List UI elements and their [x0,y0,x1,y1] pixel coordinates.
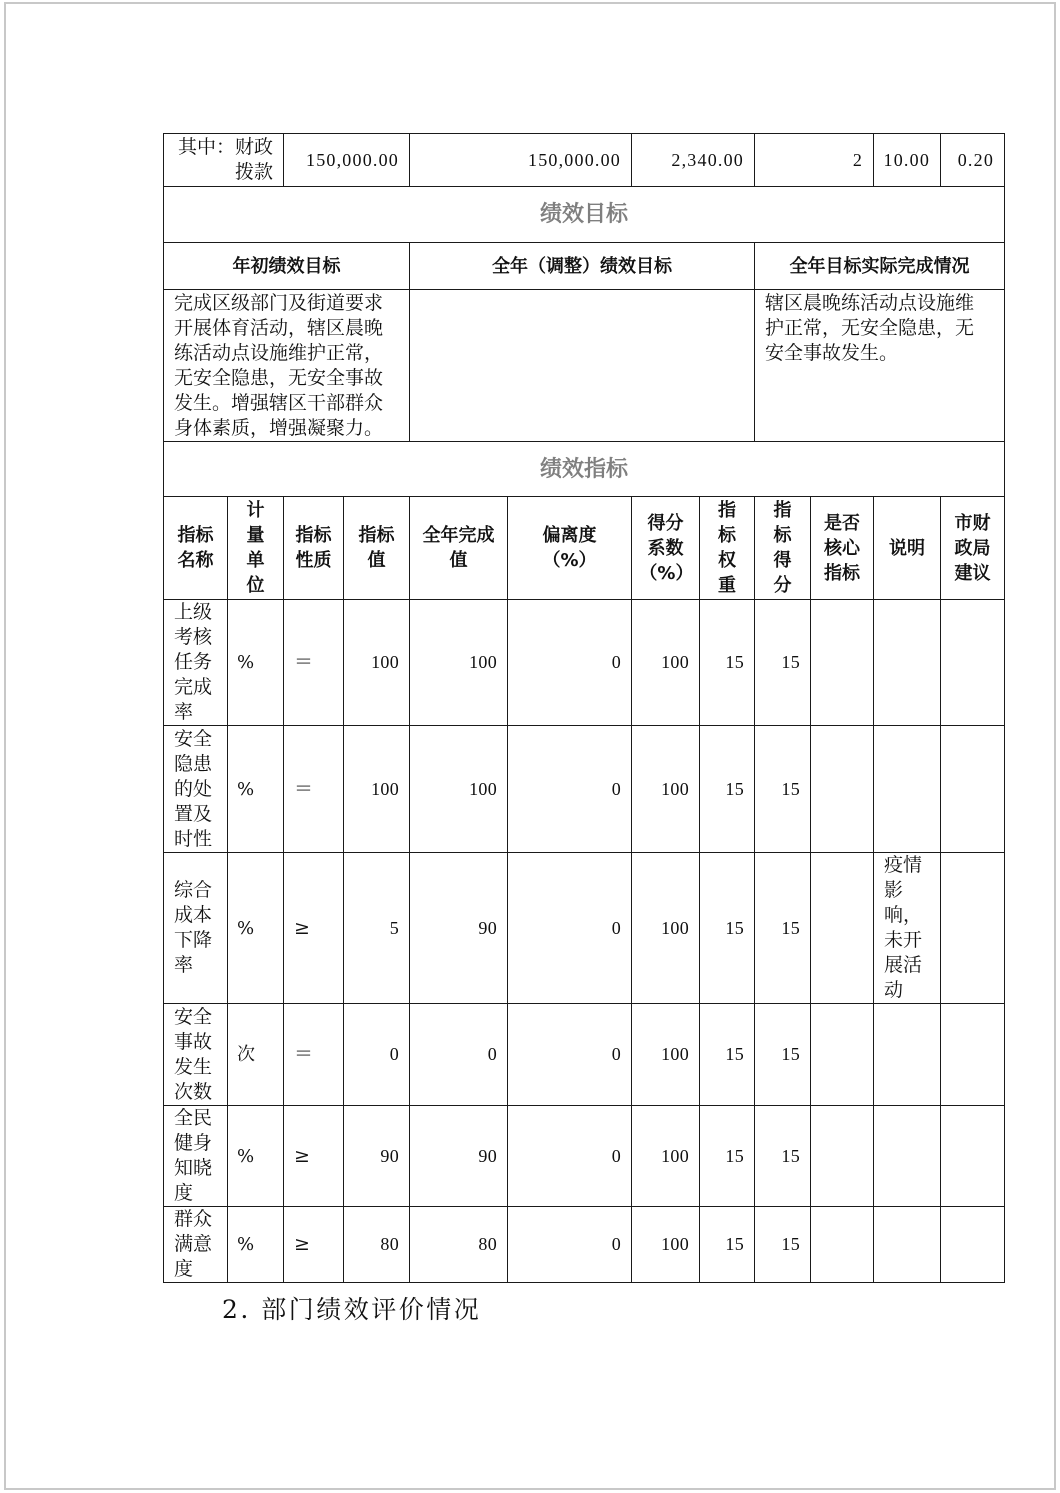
score-coefficient: 100 [632,1004,700,1106]
deviation: 0 [508,1207,632,1283]
score: 15 [755,600,811,726]
note-cell [874,1004,941,1106]
header-label: 指标得分 [773,500,792,596]
actual-value: 80 [410,1207,508,1283]
finance-bureau-suggestion [941,853,1005,1004]
indicator-name-cell [164,600,228,726]
deviation: 0 [508,726,632,853]
finance-bureau-suggestion [941,1106,1005,1207]
header-label: 指标值 [358,525,395,571]
unit: % [228,1106,284,1207]
header-label: 全年完成值 [422,525,495,571]
actual-value: 100 [410,600,508,726]
weight: 15 [700,1207,755,1283]
initial-goal-cell [164,290,410,442]
performance-table [163,133,1005,1283]
header-target [344,497,410,600]
initial-goal-text: 完成区级部门及街道要求开展体育活动，辖区晨晚练活动点设施维护正常，无安全隐患，无安全事故发生。增强辖区干部群众身体素质，增强凝聚力。 [174,292,384,439]
header-score [755,497,811,600]
weight: 15 [700,1004,755,1106]
funding-value: 150,000.00 [284,134,410,187]
score-coefficient: 100 [632,726,700,853]
actual-value: 0 [410,1004,508,1106]
header-note: 说明 [874,497,941,600]
unit: % [228,853,284,1004]
finance-bureau-suggestion [941,600,1005,726]
target-value: 5 [344,853,410,1004]
funding-value: 10.00 [874,134,941,187]
header-label: 指标性质 [295,525,332,571]
note-cell [874,600,941,726]
funding-label: 其中：财政拨款 [177,136,273,183]
indicator-row [164,853,1005,1004]
goals-section-row [164,187,1005,243]
adjusted-goal-cell [410,290,755,442]
indicator-name: 群众满意度 [174,1208,213,1280]
nature: ≥ [284,1106,344,1207]
weight: 15 [700,1106,755,1207]
deviation: 0 [508,1004,632,1106]
indicator-name-cell [164,853,228,1004]
target-value: 100 [344,726,410,853]
is-core [811,600,874,726]
is-core [811,1207,874,1283]
funding-value: 2,340.00 [632,134,755,187]
header-is-core [811,497,874,600]
unit: % [228,1207,284,1283]
header-suggestion [941,497,1005,600]
actual-completion-header: 全年目标实际完成情况 [755,243,1005,290]
indicator-row [164,1207,1005,1283]
target-value: 0 [344,1004,410,1106]
note-cell [874,1106,941,1207]
indicator-name: 安全事故发生次数 [174,1005,213,1103]
header-indicator-name [164,497,228,600]
funding-label-cell [164,134,284,187]
header-label: 偏离度（%） [542,525,597,571]
indicator-row [164,1004,1005,1106]
finance-bureau-suggestion [941,1207,1005,1283]
finance-bureau-suggestion [941,1004,1005,1106]
nature: ＝ [284,1004,344,1106]
target-value: 100 [344,600,410,726]
is-core [811,726,874,853]
actual-value: 100 [410,726,508,853]
indicator-name-cell [164,1106,228,1207]
header-actual [410,497,508,600]
unit: 次 [228,1004,284,1106]
weight: 15 [700,853,755,1004]
deviation: 0 [508,600,632,726]
header-deviation [508,497,632,600]
nature: ≥ [284,853,344,1004]
is-core [811,1004,874,1106]
header-label: 得分系数（%） [639,512,694,584]
score: 15 [755,726,811,853]
header-label: 指标权重 [718,500,736,596]
indicator-row [164,726,1005,853]
score: 15 [755,853,811,1004]
header-label: 市财政局建议 [954,512,991,584]
indicator-name: 综合成本下降率 [174,879,213,976]
actual-value: 90 [410,853,508,1004]
note-cell [874,726,941,853]
actual-value: 90 [410,1106,508,1207]
header-nature [284,497,344,600]
header-weight [700,497,755,600]
deviation: 0 [508,853,632,1004]
indicators-section-title: 绩效指标 [164,442,1005,497]
header-label: 指标名称 [177,525,214,571]
indicator-row [164,1106,1005,1207]
header-label: 计量单位 [246,500,265,596]
nature: ＝ [284,726,344,853]
is-core [811,853,874,1004]
indicators-header-row [164,497,1005,600]
unit: % [228,600,284,726]
actual-completion-cell [755,290,1005,442]
is-core [811,1106,874,1207]
funding-value: 2 [755,134,874,187]
nature: ＝ [284,600,344,726]
funding-value: 0.20 [941,134,1005,187]
unit: % [228,726,284,853]
weight: 15 [700,726,755,853]
indicator-row [164,600,1005,726]
adjusted-goal-header: 全年（调整）绩效目标 [410,243,755,290]
score: 15 [755,1106,811,1207]
header-label: 是否核心指标 [824,512,861,584]
header-unit [228,497,284,600]
score: 15 [755,1004,811,1106]
indicator-name-cell [164,1004,228,1106]
indicator-name-cell [164,1207,228,1283]
target-value: 90 [344,1106,410,1207]
goals-section-title: 绩效目标 [164,187,1005,243]
score-coefficient: 100 [632,600,700,726]
funding-row [164,134,1005,187]
deviation: 0 [508,1106,632,1207]
funding-value: 150,000.00 [410,134,632,187]
note: 疫情影响，未开展活动 [884,854,923,1001]
score-coefficient: 100 [632,853,700,1004]
indicator-name: 上级考核任务完成率 [174,601,213,723]
section-heading: 2. 部门绩效评价情况 [222,1295,482,1324]
weight: 15 [700,600,755,726]
note-cell [874,1207,941,1283]
indicators-section-row [164,442,1005,497]
target-value: 80 [344,1207,410,1283]
score-coefficient: 100 [632,1207,700,1283]
initial-goal-header: 年初绩效目标 [164,243,410,290]
indicator-name-cell [164,726,228,853]
nature: ≥ [284,1207,344,1283]
goals-header-row [164,243,1005,290]
actual-completion-text: 辖区晨晚练活动点设施维护正常，无安全隐患，无安全事故发生。 [765,292,975,364]
score: 15 [755,1207,811,1283]
finance-bureau-suggestion [941,726,1005,853]
score-coefficient: 100 [632,1106,700,1207]
note-cell [874,853,941,1004]
indicator-name: 安全隐患的处置及时性 [174,727,213,850]
indicator-name: 全民健身知晓度 [174,1107,213,1204]
header-coefficient [632,497,700,600]
goals-content-row [164,290,1005,442]
